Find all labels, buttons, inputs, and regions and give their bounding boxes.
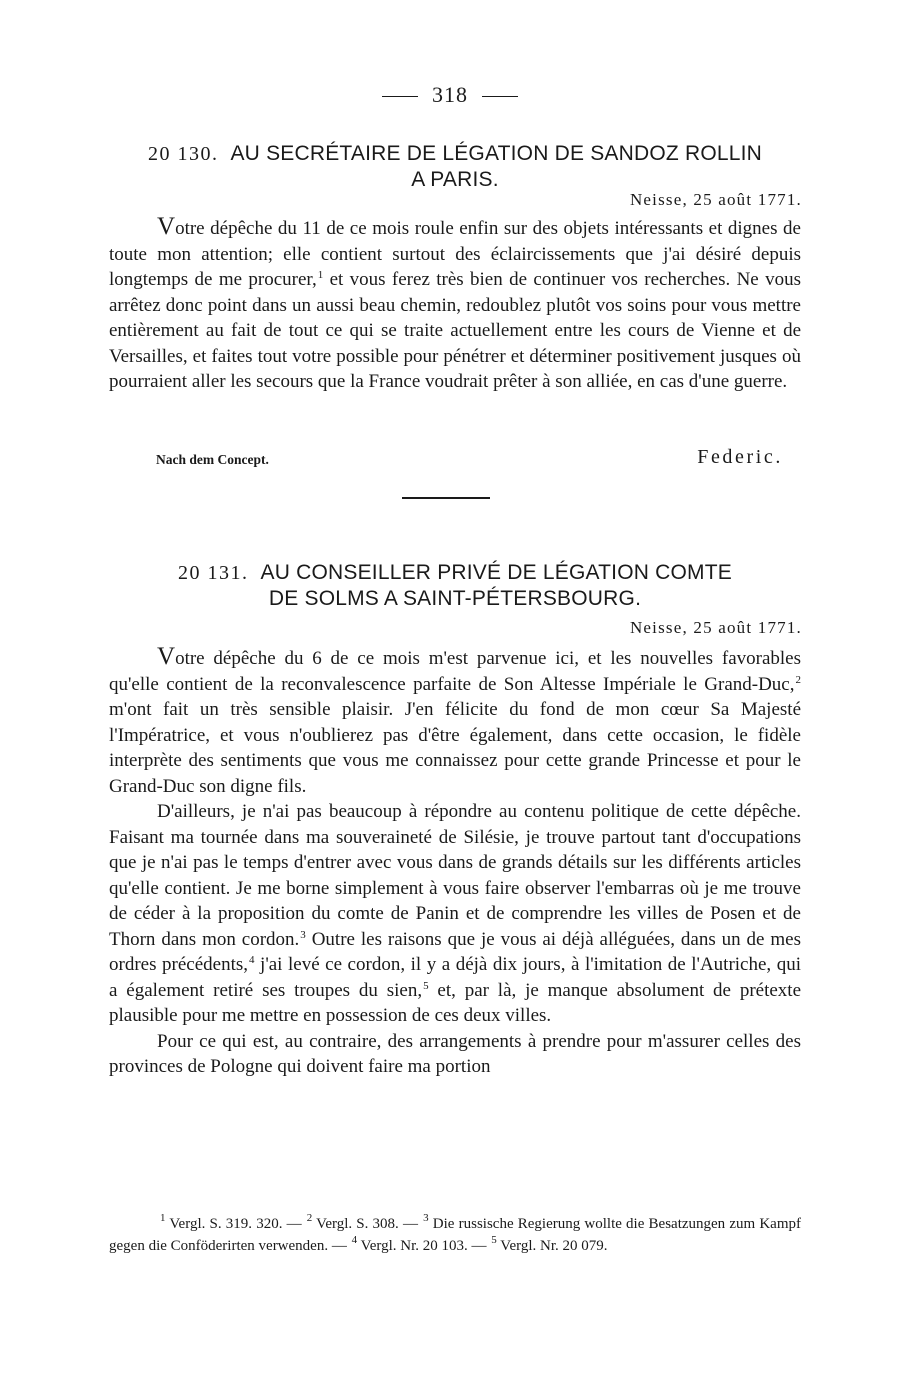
footnote-2-mark: 2 [306,1212,313,1224]
letter-1-text-b: et vous ferez très bien de continuer vos recherches. Ne vous arrêtez donc point dans un aussi beau chemin, redoublez plutôt vos soins pour vous mettre entièrement au fait de tout ce qui se traite actuellement entre les cours de Vienne et de Versailles, et faites tout votre possible pour pénétrer et déterminer positivement jusques où pourraient aller les secours que la France voudrait prêter à son alliée, en cas d'une guerre. [109,269,801,392]
letter-2-heading-line2: DE SOLMS A SAINT-PÉTERSBOURG. [268,587,642,610]
letter-2-paragraph-3: Pour ce qui est, au contraire, des arrangements à prendre pour m'assurer celles des provinces de Pologne qui doivent faire ma portion [109,1030,801,1077]
footnote-marker-3: 3 [300,928,306,941]
letter-2-heading-line1 [109,560,801,586]
letter-2-body [109,644,801,1080]
letter-2-heading [109,560,801,612]
page-number-rule-right [482,96,518,97]
footnote-5-mark: 5 [491,1234,497,1246]
letter-1-number: 20 130. [147,143,219,165]
footnote-3-text: Die russische Regierung wollte die Besatzungen zum Kampf gegen die Conföderirten verwenden. — [109,1216,801,1254]
letter-1-text-a: otre dépêche du 11 de ce mois roule enfin sur des objets intéressants et dignes de toute mon attention; elle contient surtout des éclaircissements que j'ai désiré depuis longtemps de me procurer, [109,218,801,290]
footnote-1-mark: 1 [160,1212,166,1224]
footnote-2-text: Vergl. S. 308. — [312,1216,423,1232]
letter-2-dateline: Neisse, 25 août 1771. [629,618,802,637]
letter-1-body [109,214,801,395]
letter-2-p1-b: m'ont fait un très sensible plaisir. J'en félicite du fond de mon cœur Sa Majesté l'Impératrice, et vous n'oublierez pas d'être également, dans cette occasion, le fidèle interprète des sentiments que vous me connaissez pour cette grande Princesse et pour le Grand-Duc son digne fils. [109,699,801,797]
letter-2-p2-c: j'ai levé ce cordon, il y a déjà dix jours, à l'imitation de l'Autriche, qui a également retiré ses troupes du sien, [109,954,801,1001]
footnote-4-mark: 4 [351,1234,358,1246]
letter-1-addressee: AU SECRÉTAIRE DE LÉGATION DE SANDOZ ROLLIN [230,142,763,165]
letter-1-heading-line2: A PARIS. [411,168,499,191]
footnote-3-mark: 3 [423,1212,429,1224]
footnote-marker-5: 5 [423,979,429,992]
letter-1-heading-line1 [109,141,801,167]
footnote-marker-4: 4 [249,954,255,966]
letter-2-addressee: AU CONSEILLER PRIVÉ DE LÉGATION COMTE [260,561,732,584]
letter-1-paragraph [109,214,801,395]
footnote-marker-2: 2 [795,673,801,686]
letter-2-p2-a: D'ailleurs, je n'ai pas beaucoup à répondre au contenu politique de cette dépêche. Faisant ma tournée dans ma souveraineté de Silésie, je trouve partout tant d'occupations que je n'ai pas le temps d'entrer avec vous dans de grands détails sur les différents articles qu'elle contient. Je me borne simplement à vous faire observer l'embarras où je me trouve de céder à la proposition du comte de Panin et de comprendre les villes de Posen et de Thorn dans mon cordon. [109,801,801,950]
footnotes [109,1213,801,1257]
page-number: 318 [432,82,468,107]
letter-1-signature: Federic. [697,446,783,468]
footnote-5-text: Vergl. Nr. 20 079. [496,1238,608,1254]
footnote-marker-1: 1 [317,269,324,281]
letter-2-p2-d: et, par là, je manque absolument de prétexte plausible pour me mettre en possession de ces deux villes. [109,979,802,1026]
section-divider [402,497,490,499]
letter-1-dropcap: V [157,213,176,240]
footnote-block [109,1213,801,1257]
letter-2-paragraph-1 [109,644,801,799]
letter-2-p1-a: otre dépêche du 6 de ce mois m'est parvenue ici, et les nouvelles favorables qu'elle contient de la reconvalescence parfaite de Son Altesse Impériale le Grand-Duc, [109,648,801,695]
page-number-line [0,82,900,108]
letter-1-dateline: Neisse, 25 août 1771. [629,190,802,209]
letter-2-p2-b: Outre les raisons que je vous ai déjà alléguées, dans un de mes ordres précédents, [109,928,801,975]
page-number-rule-left [382,96,418,97]
letter-1-source-note: Nach dem Concept. [156,452,269,467]
footnote-1-text: Vergl. S. 319. 320. — [165,1216,306,1232]
footnote-4-text: Vergl. Nr. 20 103. — [357,1238,491,1254]
letter-2-number: 20 131. [178,562,249,584]
letter-2-paragraph-2 [109,799,801,1029]
letter-2-dropcap: V [157,643,176,670]
letter-1-heading [109,141,801,193]
